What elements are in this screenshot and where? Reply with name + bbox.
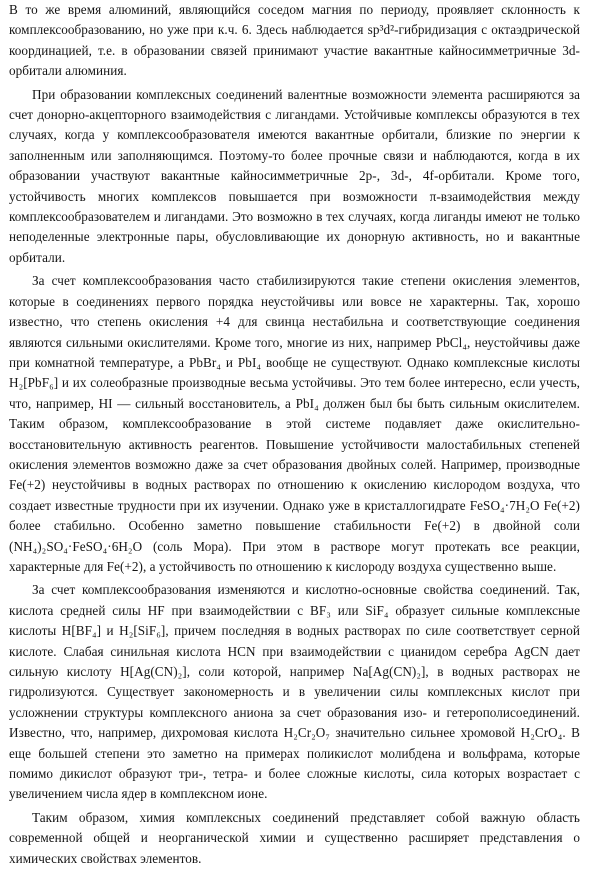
paragraph-conclusion: Таким образом, химия комплексных соединений представляет собой важную область современной общей и неорганической химии и существенно расширяет представления о химических свойствах элементов. xyxy=(9,809,580,866)
paragraph-acid-base: За счет комплексообразования изменяются и кислотно-основные свойства соединений. Так, кислота средней силы HF при взаимодействии с BF₃ или SiF₄ образует сильные комплексные кислоты H[BF₄] и H₂[SiF₆], причем последняя в водных растворах по силе соответствует серной кислоте. Слабая синильная кислота HCN при взаимодействии с цианидом серебра AgCN дает сильную кислоту H[Ag(CN)₂], соли которой, например Na[Ag(CN)₂], в водных растворах не гидролизуются. Существует закономерность и в увеличении силы комплексных кислот при усложнении структуры комплексного аниона за счет образования изо- и гетерополисоединений. Известно, что, например, дихромовая кислота H₂Cr₂O₇ значительно сильнее хромовой H₂CrO₄. В еще большей степени это заметно на примерах поликислот молибдена и вольфрама, которые помимо дикислот образуют три-, тетра- и более сложные кислоты, сила которых возрастает с увеличением числа ядер в комплексном ионе. xyxy=(9,582,580,802)
paragraph-aluminium: В то же время алюминий, являющийся соседом магния по периоду, проявляет склонность к комплексообразованию, но уже при к.ч. 6. Здесь наблюдается sp³d²-гибридизация с октаэдрической координацией, т.е. в образовании связей принимают участие вакантные кайносимметричные 3d-орбитали алюминия. xyxy=(9,2,580,79)
paragraph-oxidation-states: За счет комплексообразования часто стабилизируются такие степени окисления элементов, которые в соединениях первого порядка неустойчивы или вовсе не характерны. Так, хорошо известно, что степень окисления +4 для свинца нестабильна и соответствующие соединения являются сильными окислителями. Кроме того, многие из них, например PbCl₄, неустойчивы даже при комнатной температуре, а PbBr₄ и PbI₄ вообще не существуют. Однако комплексные кислоты H₂[PbF₆] и их солеобразные производные весьма устойчивы. Это тем более интересно, если учесть, что, например, HI — сильный восстановитель, а PbI₄ должен был бы быть сильным окислителем. Таким образом, комплексообразование в этой системе подавляет даже окислительно-восстановительную активность реагентов. Повышение устойчивости малостабильных степеней окисления элементов возможно даже за счет образования двойных солей. Например, производные Fe(+2) неустойчивы в водных растворах по отношению к окислению кислородом воздуха, что создает известные трудности при их изучении. Однако уже в кристаллогидрате FeSO₄·7H₂O Fe(+2) более стабильно. Особенно заметно повышение стабильности Fe(+2) в двойной соли (NH₄)₂SO₄·FeSO₄·6H₂O (соль Мора). При этом в растворе могут протекать все реакции, характерные для Fe(+2), а устойчивость по отношению к кислороду воздуха существенно выше. xyxy=(9,273,580,574)
paragraph-valence: При образовании комплексных соединений валентные возможности элемента расширяются за счет донорно-акцепторного взаимодействия с лигандами. Устойчивые комплексы образуются в тех случаях, когда у комплексообразователя имеются вакантные орбитали, близкие по энергии к заполненным или заполняющимся. Поэтому-то более прочные связи и наблюдаются, когда в их образовании участвуют вакантные кайносимметричные 2p-, 3d-, 4f-орбитали. Кроме того, устойчивость многих комплексов повышается при возможности π-взаимодействия между комплексообразователем и лигандами. Это возможно в тех случаях, когда лиганды имеют не только неподеленные электронные пары, обусловливающие их донорную активность, но и вакантные орбитали. xyxy=(9,86,580,265)
